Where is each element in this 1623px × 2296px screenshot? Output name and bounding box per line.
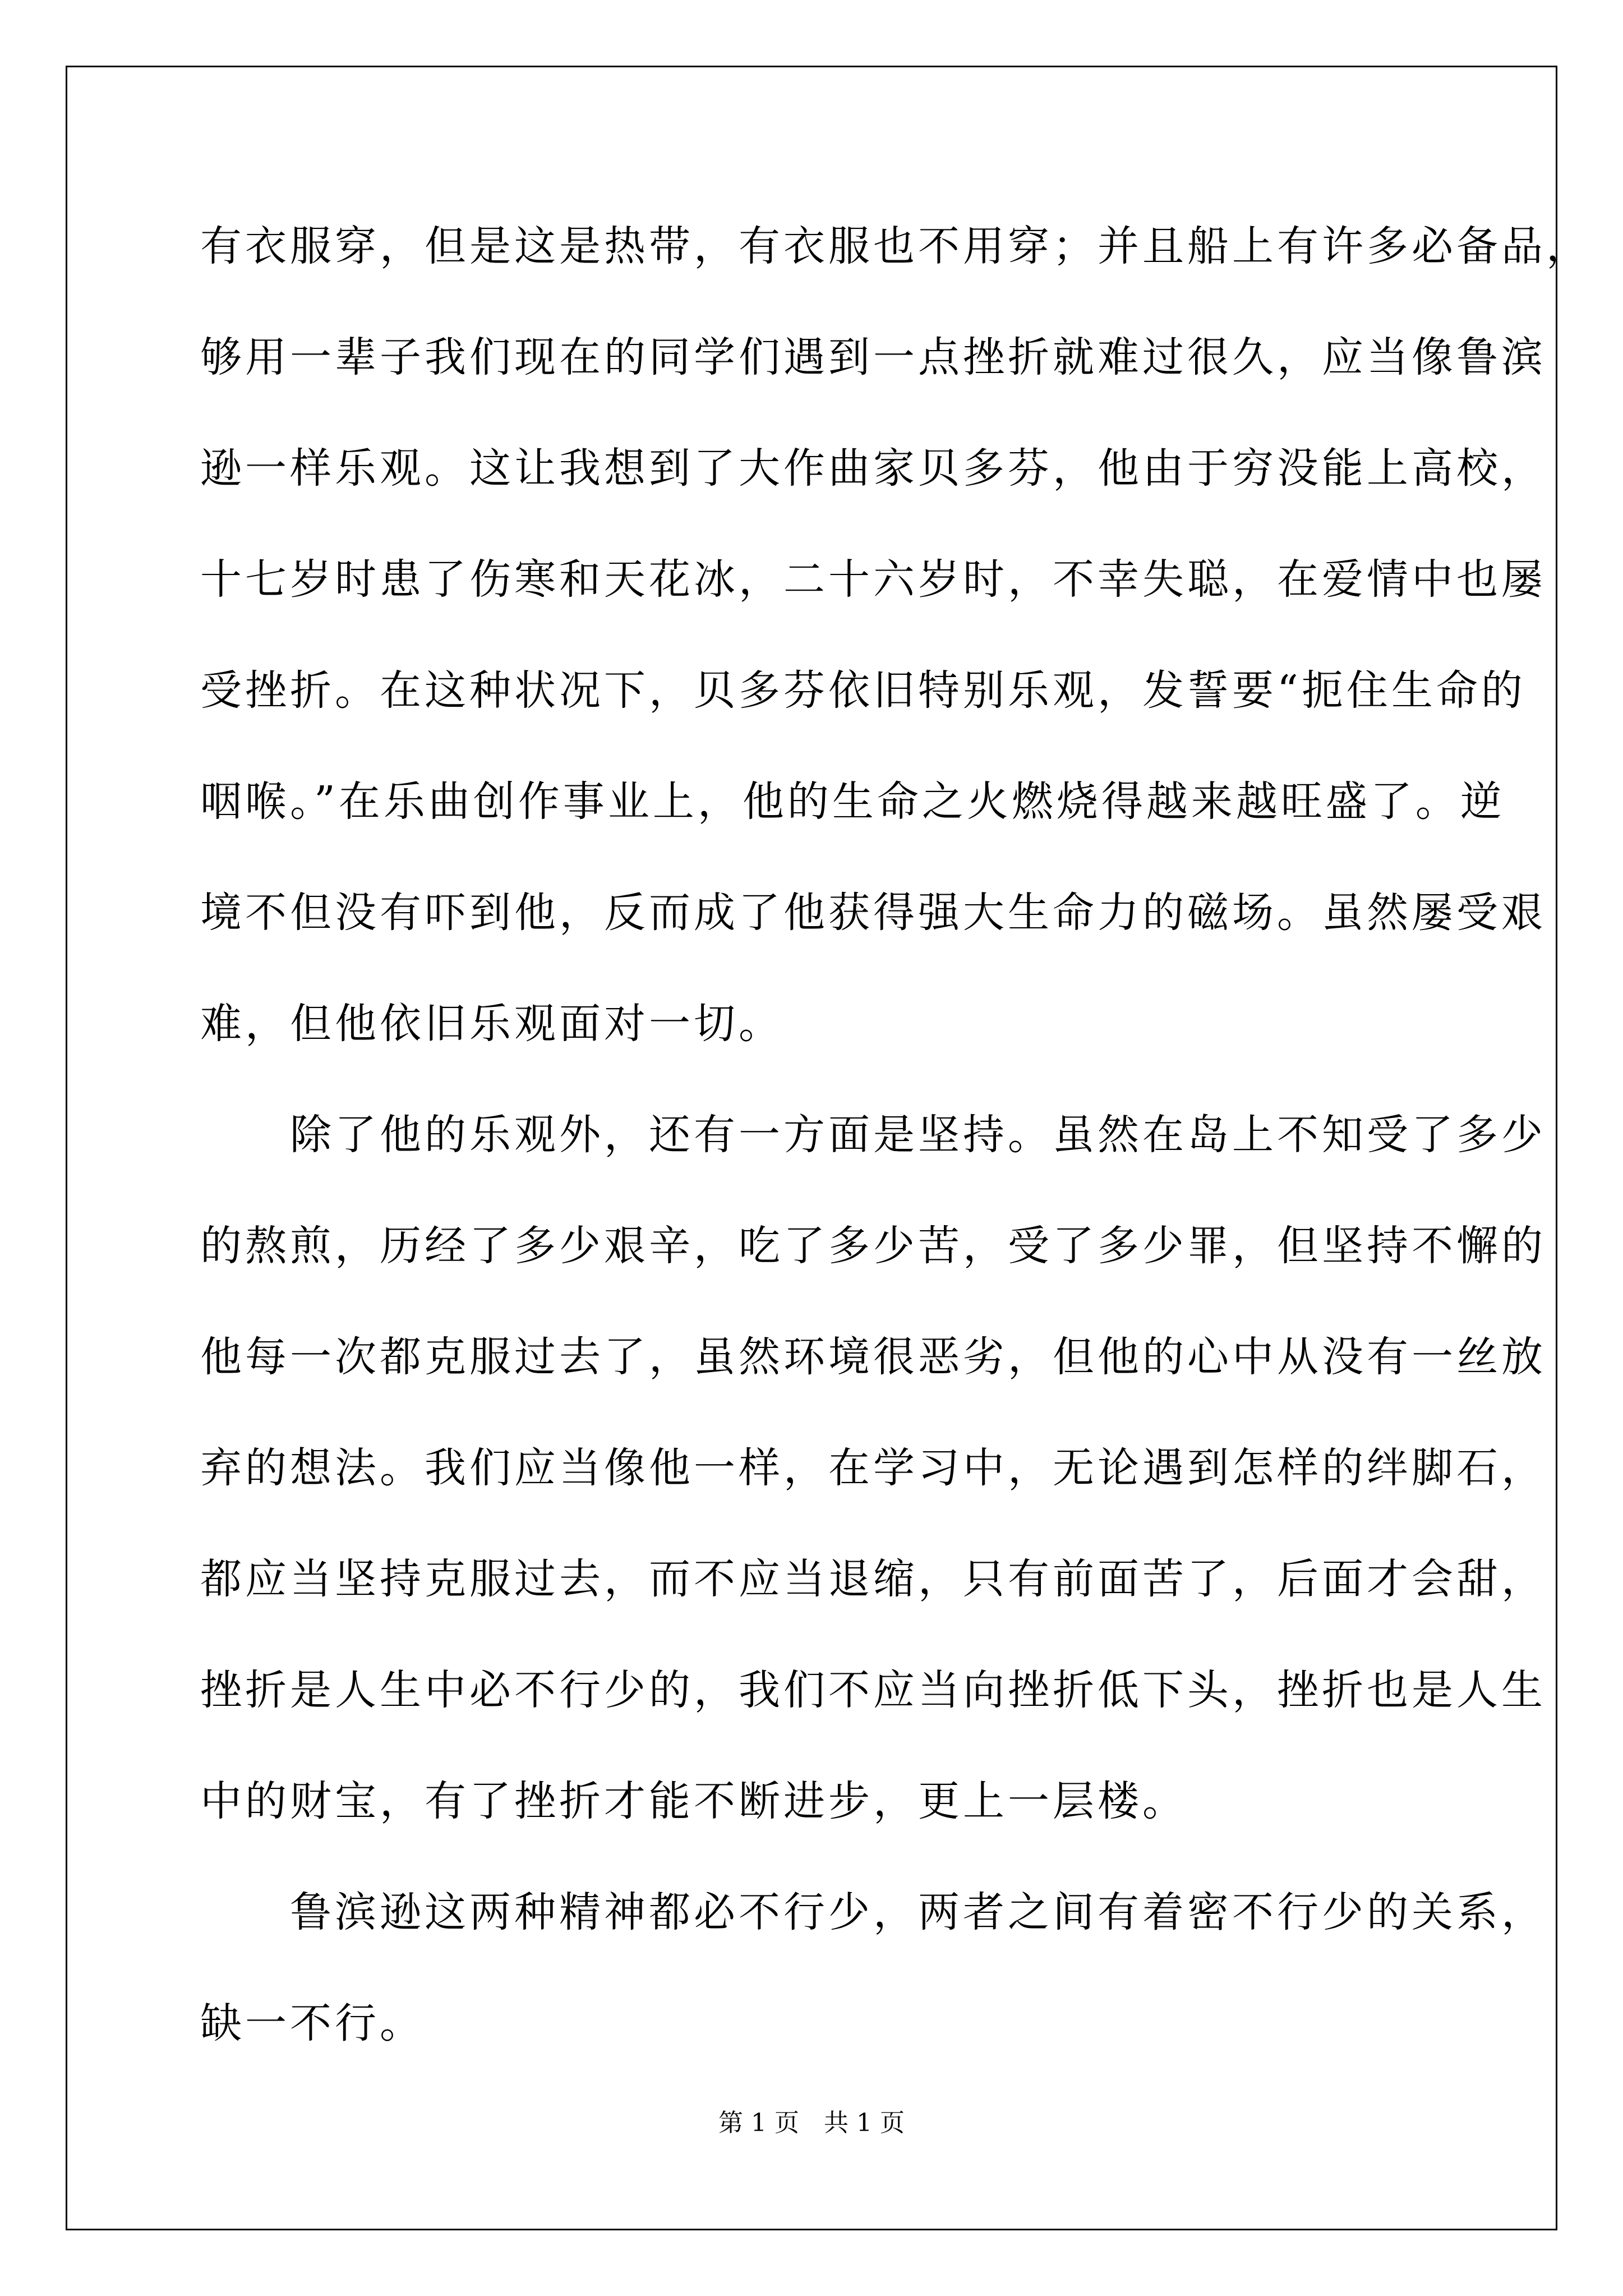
text-line: 难，但他依旧乐观面对一切。 bbox=[200, 1000, 783, 1048]
paragraph-start-line: 除了他的乐观外，还有一方面是坚持。虽然在岛上不知受了多少 bbox=[200, 1111, 1546, 1159]
text-line: 都应当坚持克服过去，而不应当退缩，只有前面苦了，后面才会甜， bbox=[200, 1555, 1546, 1603]
text-line: 够用一辈子我们现在的同学们遇到一点挫折就难过很久，应当像鲁滨 bbox=[200, 333, 1546, 381]
paragraph-start-line: 鲁滨逊这两种精神都必不行少，两者之间有着密不行少的关系， bbox=[200, 1888, 1546, 1936]
page-number-footer: 第 1 页 共 1 页 bbox=[718, 2109, 905, 2137]
text-line: 有衣服穿，但是这是热带，有衣服也不用穿；并且船上有许多必备品， bbox=[200, 222, 1591, 270]
text-line: 的熬煎，历经了多少艰辛，吃了多少苦，受了多少罪，但坚持不懈的 bbox=[200, 1222, 1546, 1270]
text-line: 挫折是人生中必不行少的，我们不应当向挫折低下头，挫折也是人生 bbox=[200, 1666, 1546, 1714]
text-line: 逊一样乐观。这让我想到了大作曲家贝多芬，他由于穷没能上高校， bbox=[200, 444, 1546, 493]
text-line: 弃的想法。我们应当像他一样，在学习中，无论遇到怎样的绊脚石， bbox=[200, 1444, 1546, 1492]
text-line: 中的财宝，有了挫折才能不断进步，更上一层楼。 bbox=[200, 1777, 1187, 1825]
text-line: 受挫折。在这种状况下，贝多芬依旧特别乐观，发誓要“扼住生命的 bbox=[200, 666, 1526, 715]
text-line: 十七岁时患了伤寒和天花冰，二十六岁时，不幸失聪，在爱情中也屡 bbox=[200, 555, 1546, 604]
document-body bbox=[200, 191, 1591, 2079]
text-line: 境不但没有吓到他，反而成了他获得强大生命力的磁场。虽然屡受艰 bbox=[200, 889, 1546, 937]
text-line: 咽喉。”在乐曲创作事业上，他的生命之火燃烧得越来越旺盛了。逆 bbox=[200, 777, 1505, 826]
text-line: 缺一不行。 bbox=[200, 1999, 425, 2047]
text-line: 他每一次都克服过去了，虽然环境很恶劣，但他的心中从没有一丝放 bbox=[200, 1333, 1546, 1381]
